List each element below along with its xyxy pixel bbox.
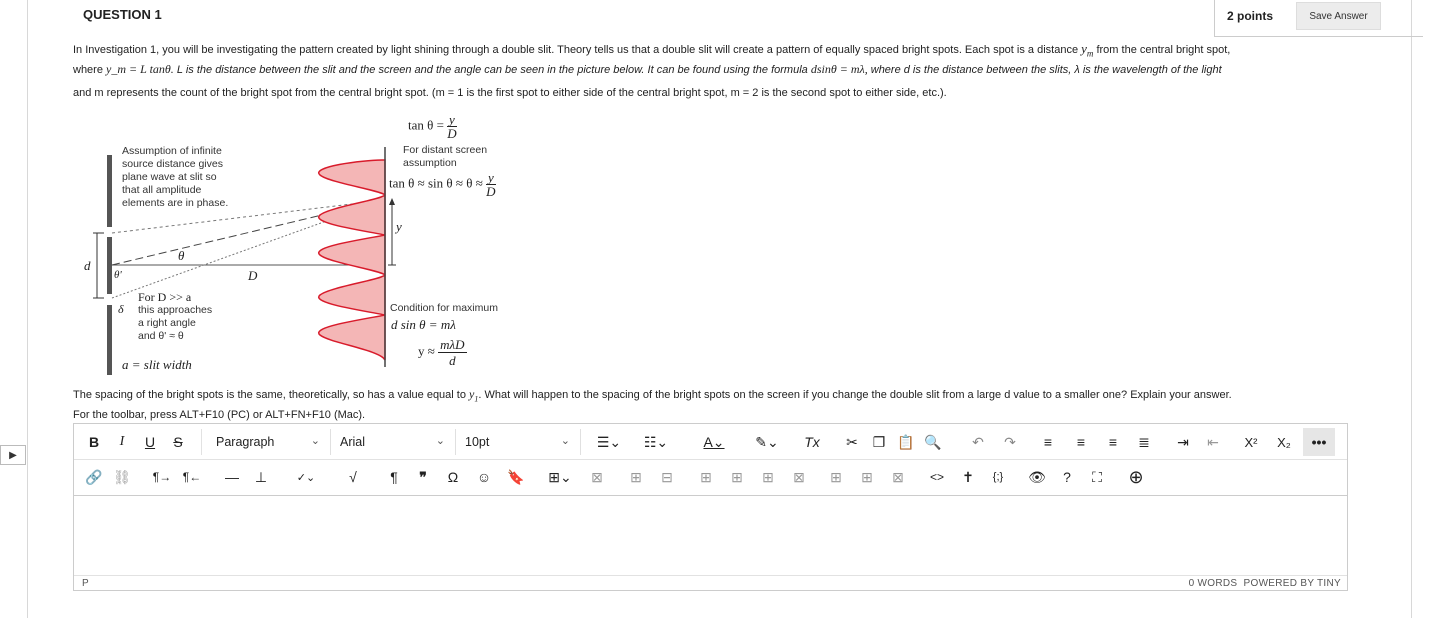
ltr-icon[interactable]: ¶→ — [152, 470, 172, 484]
source-code-icon[interactable]: <> — [929, 470, 944, 484]
strikethrough-button[interactable]: S — [173, 434, 183, 450]
col-delete-icon[interactable]: ⊞ — [861, 468, 873, 485]
rtl-icon[interactable]: ¶← — [182, 470, 202, 484]
tan-theta-num: y — [449, 112, 455, 127]
blockquote-icon[interactable]: ❞ — [419, 468, 427, 485]
question-header — [28, 0, 1411, 36]
italic-button[interactable]: I — [119, 434, 125, 449]
col-insert-before-icon[interactable]: ⊠ — [793, 468, 805, 485]
underline-button[interactable]: U — [144, 434, 156, 450]
approx-num: y — [487, 170, 494, 185]
approaches-line: and θ' ≈ θ — [138, 330, 184, 342]
approx-den: D — [486, 184, 496, 199]
y1-symbol — [469, 387, 479, 404]
paste-icon[interactable]: 📋 — [897, 433, 915, 450]
add-content-icon[interactable]: ⊕ — [1128, 466, 1144, 487]
element-path[interactable]: P — [82, 578, 89, 589]
left-rail — [0, 0, 28, 618]
ym-formula: y_m = L tanθ. — [106, 62, 174, 76]
dsin-formula: dsinθ = mλ, — [810, 62, 868, 76]
y1-y: y — [469, 387, 475, 401]
slit-width-label: a = slit width — [122, 357, 192, 372]
right-rail — [1411, 0, 1412, 618]
numbered-list-icon[interactable]: ☷⌄ — [643, 433, 669, 450]
assumption-line: plane wave at slit so — [122, 171, 217, 183]
paragraph-format-select[interactable] — [206, 429, 331, 455]
tan-theta-top-lhs: tan θ = — [408, 117, 448, 133]
barrier-top — [107, 155, 112, 227]
row-insert-before-icon[interactable]: ⊞ — [700, 468, 712, 485]
unlink-icon[interactable]: ⛓ — [113, 468, 131, 485]
approaches-line: a right angle — [138, 317, 196, 329]
table-row-props-icon[interactable]: ⊟ — [661, 468, 673, 485]
row-insert-after-icon[interactable]: ⊞ — [731, 468, 743, 485]
D-distance-label: D — [248, 268, 258, 283]
approx-frac — [486, 171, 495, 198]
show-blocks-icon[interactable]: ¶ — [390, 469, 398, 485]
find-replace-icon[interactable]: 🔍 — [924, 433, 942, 450]
highlight-color-icon[interactable]: ✎⌄ — [755, 433, 779, 450]
condition-text: Condition for maximum — [390, 302, 498, 314]
chevron-down-icon: ⌄ — [310, 435, 320, 447]
assumption-infinite-text — [122, 145, 228, 210]
more-icon[interactable]: ••• — [1303, 428, 1335, 456]
special-char-icon[interactable]: Ω — [447, 469, 459, 485]
tan-theta-den: D — [447, 126, 457, 141]
cell-merge-icon[interactable]: ⊠ — [892, 468, 904, 485]
bullet-list-icon[interactable]: ☰⌄ — [596, 433, 622, 450]
copy-icon[interactable]: ❐ — [872, 433, 886, 450]
intro-line-1-b: from the central bright spot, — [1093, 44, 1231, 56]
y1-sub: 1 — [474, 394, 479, 404]
intro-line-2-a: where — [73, 64, 107, 76]
undo-icon[interactable]: ↶ — [972, 433, 984, 450]
ym-y: y — [1081, 41, 1087, 56]
rich-text-editor — [73, 423, 1348, 591]
toolbar-hint: For the toolbar, press ALT+F10 (PC) or ALT+FN+F10 (Mac). — [73, 409, 366, 421]
font-family-select[interactable] — [332, 429, 456, 455]
code-sample-icon[interactable]: {;} — [992, 471, 1004, 483]
barrier-middle — [107, 237, 112, 294]
delta-label: δ — [118, 302, 124, 316]
horizontal-line-icon[interactable]: — — [225, 469, 239, 485]
distant-screen-line: For distant screen — [403, 144, 488, 156]
emoji-icon[interactable]: ☺ — [476, 469, 492, 485]
insert-icon[interactable]: ⊥ — [254, 468, 268, 485]
bookmark-icon[interactable]: 🔖 — [507, 468, 525, 485]
y-label: y — [396, 219, 402, 234]
text-color-icon[interactable]: A⌄ — [703, 433, 725, 450]
distant-screen-text — [403, 144, 487, 170]
question-line — [73, 387, 1232, 403]
font-family-value: Arial — [340, 435, 366, 449]
y-eq-num: mλD — [440, 337, 465, 352]
intro-line-2 — [73, 62, 1222, 77]
help-icon[interactable]: ? — [1063, 469, 1071, 485]
table-delete-icon[interactable]: ⊠ — [591, 468, 603, 485]
toolbar-row-2 — [74, 459, 1347, 496]
col-insert-after-icon[interactable]: ⊞ — [830, 468, 842, 485]
align-center-icon[interactable]: ≡ — [1076, 434, 1086, 450]
redo-icon[interactable]: ↷ — [1004, 433, 1016, 450]
align-right-icon[interactable]: ≡ — [1108, 434, 1118, 450]
toolbar-row-1 — [74, 424, 1347, 460]
for-D-line: For D >> a — [138, 290, 192, 304]
paragraph-format-value: Paragraph — [216, 435, 275, 449]
table-icon[interactable]: ⊞⌄ — [548, 468, 572, 485]
assumption-line: Assumption of infinite — [122, 145, 222, 157]
superscript-icon[interactable]: X² — [1244, 434, 1258, 450]
assumption-line: that all amplitude — [122, 184, 202, 196]
question-line-b: . What will happen to the spacing of the bright spots on the screen if you change the double slit from a large d value to a smaller one? Explain your answer. — [478, 389, 1232, 401]
theta-prime-label: θ' — [114, 269, 122, 281]
subscript-icon[interactable]: X₂ — [1277, 434, 1291, 450]
question-title: QUESTION 1 — [83, 7, 162, 22]
distant-screen-line: assumption — [403, 157, 457, 169]
powered-by-link[interactable]: POWERED BY TINY — [1243, 578, 1341, 589]
align-justify-icon[interactable]: ≣ — [1138, 433, 1150, 450]
y-eq-frac — [438, 337, 466, 368]
d-label: d — [84, 258, 91, 273]
outdent-icon[interactable]: ⇤ — [1207, 433, 1219, 450]
chevron-down-icon: ⌄ — [435, 435, 445, 447]
chevron-down-icon: ⌄ — [560, 435, 570, 447]
row-delete-icon[interactable]: ⊞ — [762, 468, 774, 485]
editor-content-area[interactable] — [74, 496, 1347, 574]
assumption-line: source distance gives — [122, 158, 223, 170]
y-eq-den: d — [449, 353, 456, 368]
font-size-value: 10pt — [465, 435, 490, 449]
math-icon[interactable]: √ — [349, 469, 357, 485]
intro-line-2-b: L is the distance between the slit and the screen and the angle can be seen in the picture below. It can be found using the formula — [173, 64, 811, 76]
link-icon[interactable]: 🔗 — [85, 468, 103, 485]
spellcheck-icon[interactable]: ✓⌄ — [296, 471, 316, 484]
statusbar-right — [1189, 578, 1341, 589]
font-size-select[interactable] — [457, 429, 581, 455]
table-props-icon[interactable]: ⊞ — [630, 468, 642, 485]
intro-line-2-c: where d is the distance between the slits, λ is the wavelength of the light — [867, 64, 1222, 76]
cut-icon[interactable]: ✂ — [846, 433, 858, 450]
intro-line-1-a: In Investigation 1, you will be investigating the pattern created by light shining through a double slit. Theory tells us that a double slit will create a pattern of equally spaced bright spots. Each spot is a distance — [73, 44, 1082, 56]
points-label: 2 points — [1227, 9, 1274, 23]
assumption-line: elements are in phase. — [122, 197, 229, 209]
y-eq-lhs: y ≈ — [418, 343, 439, 359]
ym-sub: m — [1086, 48, 1094, 59]
ym-symbol — [1081, 41, 1094, 59]
double-slit-figure — [80, 105, 540, 380]
align-left-icon[interactable]: ≡ — [1043, 434, 1053, 450]
intro-line-1 — [73, 41, 1230, 59]
theta-label: θ — [178, 248, 185, 263]
tan-theta-frac — [447, 113, 456, 140]
word-count[interactable]: 0 WORDS — [1188, 578, 1238, 589]
indent-icon[interactable]: ⇥ — [1177, 433, 1189, 450]
expand-arrow-icon[interactable]: ▶ — [0, 445, 26, 465]
approx-formula — [389, 171, 496, 198]
fringe-pattern — [319, 160, 385, 360]
barrier-bottom — [107, 305, 112, 375]
fullscreen-icon[interactable]: ⛶ — [1092, 468, 1102, 485]
approx-lhs: tan θ ≈ sin θ ≈ θ ≈ — [389, 175, 487, 191]
accessibility-icon[interactable]: ✝ — [962, 468, 974, 485]
y-equation — [418, 337, 467, 368]
approaches-line: this approaches — [138, 304, 213, 316]
save-answer-button[interactable]: Save Answer — [1296, 2, 1381, 30]
tan-theta-top — [408, 113, 457, 140]
clear-formatting-icon[interactable]: Tx — [804, 434, 820, 450]
condition-equation: d sin θ = mλ — [391, 317, 456, 332]
editor-statusbar — [74, 575, 1347, 592]
intro-line-3: and m represents the count of the bright spot from the central bright spot. (m = 1 is the first spot to either side of the central bright spot, m = 2 is the second spot to either side, etc.). — [73, 87, 947, 99]
question-line-a: The spacing of the bright spots is the same, theoretically, so has a value equal to — [73, 389, 470, 401]
points-box — [1214, 0, 1423, 37]
preview-icon[interactable]: 👁 — [1028, 468, 1046, 485]
for-D-text — [138, 291, 212, 343]
bold-button[interactable]: B — [88, 434, 100, 450]
